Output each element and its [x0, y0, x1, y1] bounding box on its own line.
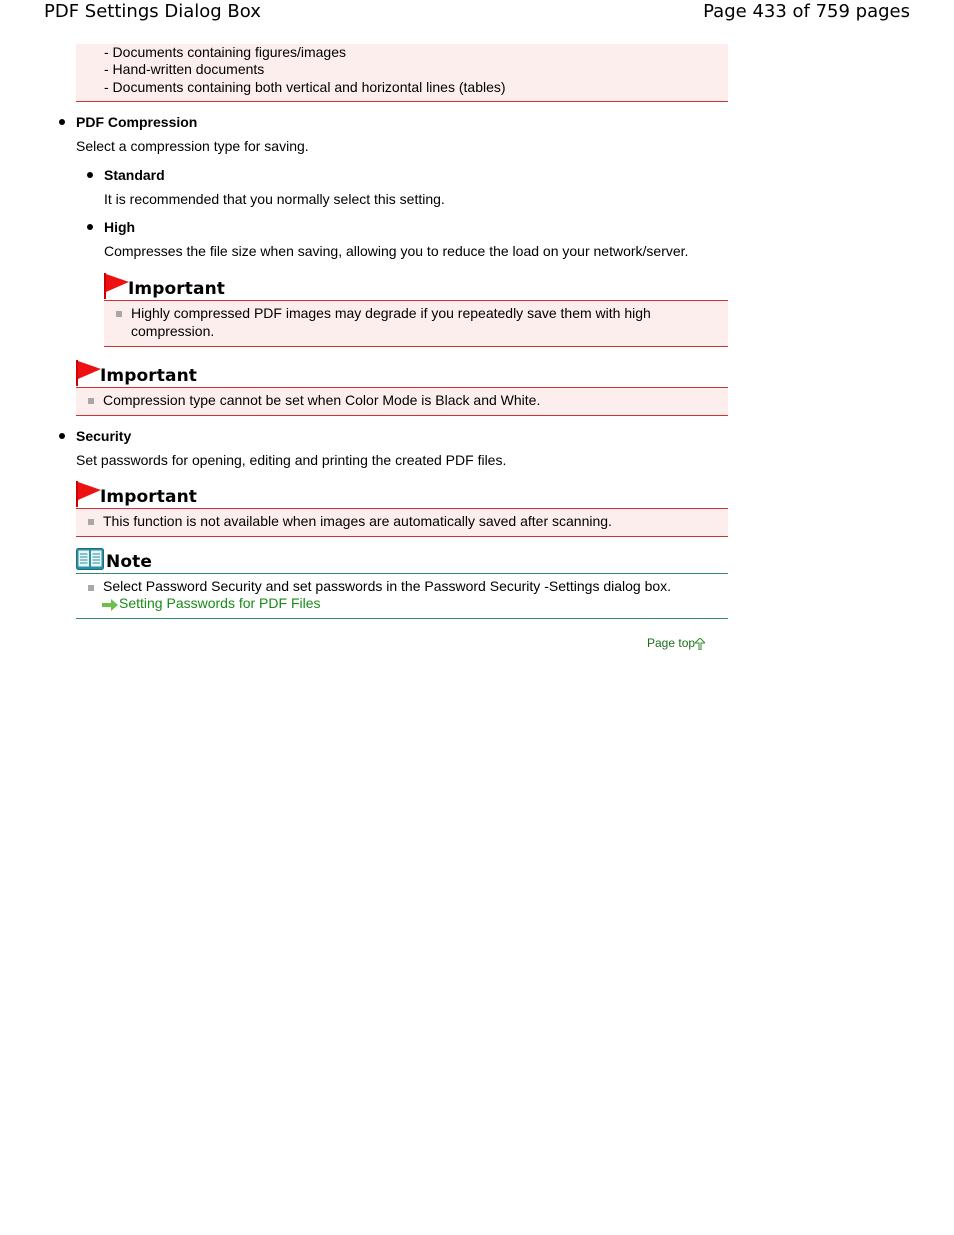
pdf-compression-heading: PDF Compression [76, 114, 198, 130]
pdf-compression-desc: Select a compression type for saving. [76, 138, 309, 154]
important-header [76, 481, 728, 511]
important-text: Compression type cannot be set when Color Mode is Black and White. [103, 392, 541, 408]
red-flag-icon [76, 481, 102, 507]
important-title: Important [100, 487, 197, 507]
important-text: compression. [131, 323, 215, 339]
setting-passwords-link[interactable]: Setting Passwords for PDF Files [119, 595, 321, 611]
security-heading: Security [76, 428, 132, 444]
list-item: - Hand-written documents [104, 61, 265, 77]
important-box [104, 301, 728, 347]
security-desc: Set passwords for opening, editing and printing the created PDF files. [76, 452, 507, 468]
standard-desc: It is recommended that you normally select this setting. [104, 191, 445, 207]
book-icon [76, 548, 104, 570]
important-title: Important [100, 366, 197, 386]
standard-heading: Standard [104, 167, 165, 183]
arrow-up-icon[interactable] [695, 638, 705, 650]
square-bullet-icon [88, 519, 94, 525]
important-text: This function is not available when images are automatically saved after scanning. [103, 513, 612, 529]
list-item: - Documents containing both vertical and horizontal lines (tables) [104, 79, 506, 95]
important-text: Highly compressed PDF images may degrade if you repeatedly save them with high [131, 305, 651, 321]
important-box [76, 388, 728, 416]
red-flag-icon [76, 360, 102, 386]
square-bullet-icon [88, 398, 94, 404]
note-title: Note [106, 552, 152, 572]
important-box [76, 509, 728, 537]
page-header [0, 0, 954, 26]
bullet-icon [59, 433, 65, 439]
red-flag-icon [104, 273, 130, 299]
bullet-icon [87, 172, 93, 178]
page-top-link[interactable]: Page top [647, 636, 696, 650]
important-header [104, 273, 728, 303]
bullet-icon [87, 224, 93, 230]
note-box [76, 574, 728, 619]
important-title: Important [128, 279, 225, 299]
square-bullet-icon [88, 585, 94, 591]
important-header [76, 360, 728, 390]
note-text: Select Password Security and set passwords in the Password Security -Settings dialog box. [103, 578, 672, 594]
high-heading: High [104, 219, 136, 235]
high-desc: Compresses the file size when saving, allowing you to reduce the load on your network/server. [104, 243, 689, 259]
bullet-icon [59, 119, 65, 125]
square-bullet-icon [116, 311, 122, 317]
important-box-continued [76, 44, 728, 102]
page-count: Page 433 of 759 pages [703, 1, 910, 22]
arrow-right-icon [102, 599, 118, 611]
document-title: PDF Settings Dialog Box [44, 1, 261, 22]
list-item: - Documents containing figures/images [104, 44, 347, 60]
